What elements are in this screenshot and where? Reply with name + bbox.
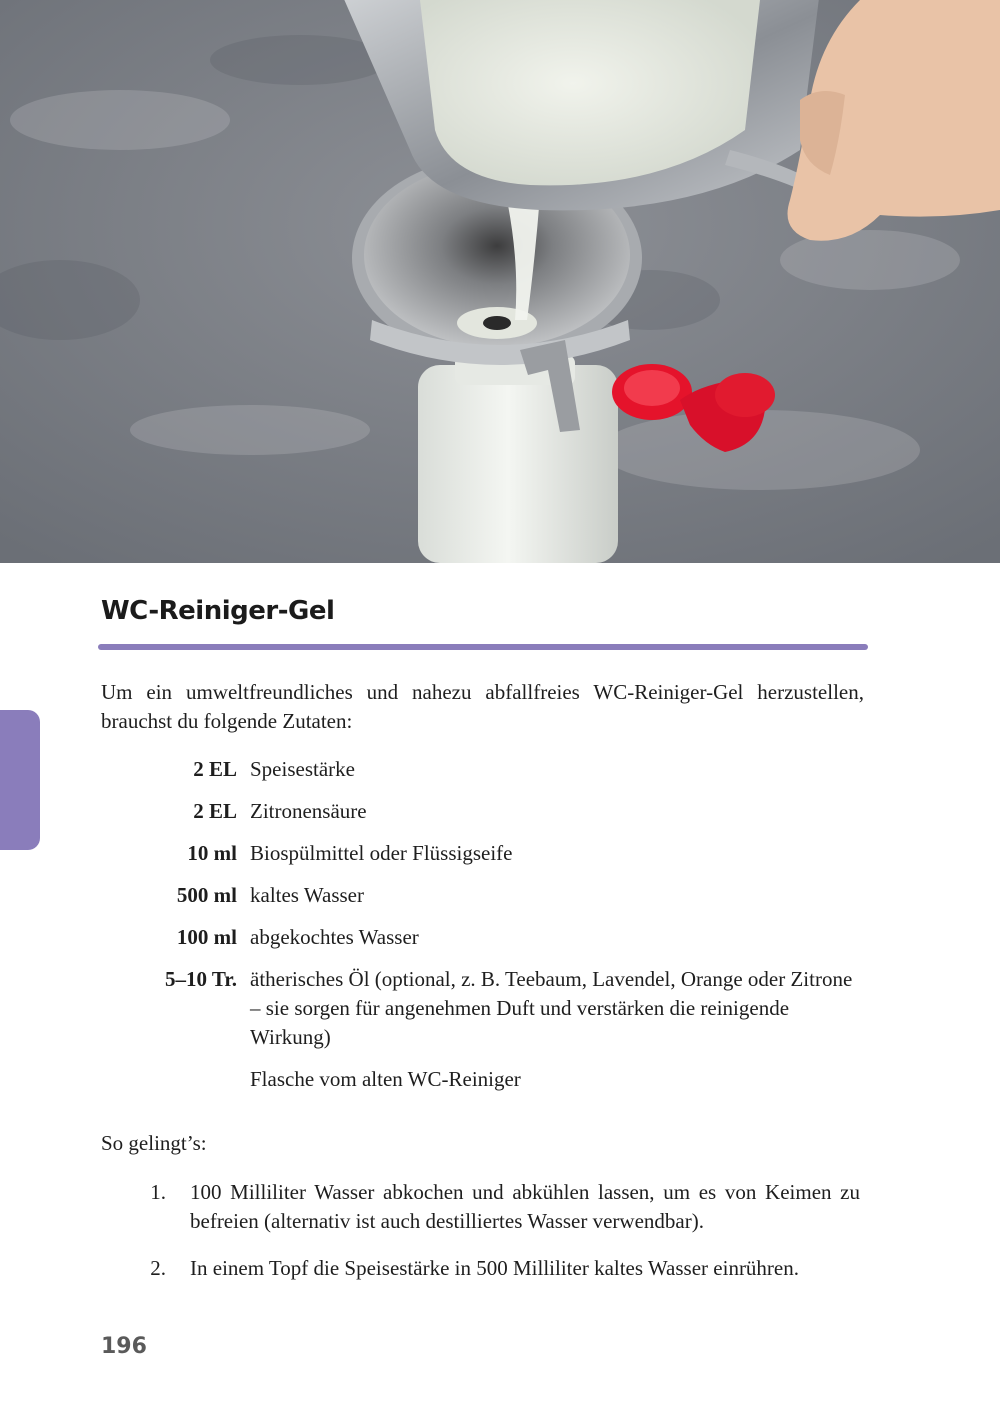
heading-underline: [98, 644, 868, 650]
intro-paragraph: Um ein umweltfreundliches und nahezu abfallfreies WC-Reiniger-Gel herzustellen, brauchst du folgende Zutaten:: [101, 680, 864, 733]
ingredient-item: [101, 881, 871, 910]
step-number: 1.: [150, 1180, 166, 1204]
ingredient-name: Biospülmittel oder Flüssigseife: [250, 841, 513, 865]
ingredient-name: Flasche vom alten WC-Reiniger: [250, 1067, 521, 1091]
method-label: So gelingt’s:: [101, 1131, 207, 1155]
ingredient-name: abgekochtes Wasser: [250, 925, 419, 949]
step-text: 100 Milliliter Wasser abkochen und abkühlen lassen, um es von Keimen zu befreien (alternativ ist auch destilliertes Wasser verwendbar).: [190, 1180, 860, 1233]
ingredient-item: [101, 965, 871, 1052]
ingredient-name: Zitronensäure: [250, 799, 367, 823]
ingredient-list: [101, 755, 871, 1107]
chapter-tab-marker: [0, 710, 40, 850]
step-text: In einem Topf die Speisestärke in 500 Milliliter kaltes Wasser einrühren.: [190, 1256, 799, 1280]
pouring-liquid-photo: [0, 0, 1000, 563]
ingredient-amount: 2 EL: [193, 799, 237, 823]
step-item: [101, 1254, 871, 1283]
ingredient-amount: 500 ml: [176, 883, 237, 907]
ingredient-item: [101, 1065, 871, 1094]
ingredient-amount: 100 ml: [176, 925, 237, 949]
ingredient-item: [101, 797, 871, 826]
ingredient-item: [101, 839, 871, 868]
ingredient-item: [101, 923, 871, 952]
ingredient-amount: 10 ml: [187, 841, 237, 865]
ingredient-name: Speisestärke: [250, 757, 355, 781]
step-list: [101, 1178, 871, 1301]
page-number: 196: [101, 1334, 147, 1359]
header-photo: [0, 0, 1000, 563]
ingredient-amount: 2 EL: [193, 757, 237, 781]
ingredient-amount: [101, 1065, 237, 1094]
step-number: 2.: [150, 1256, 166, 1280]
ingredient-name: ätherisches Öl (optional, z. B. Teebaum, Lavendel, Orange oder Zitrone – sie sorgen für angenehmen Duft und verstärken die reinigende Wirkung): [250, 967, 853, 1049]
step-item: [101, 1178, 871, 1236]
ingredient-amount: 5–10 Tr.: [165, 967, 237, 991]
ingredient-name: kaltes Wasser: [250, 883, 364, 907]
recipe-title: WC-Reiniger-Gel: [101, 596, 335, 626]
ingredient-item: [101, 755, 871, 784]
bottle-shape: [418, 355, 618, 563]
